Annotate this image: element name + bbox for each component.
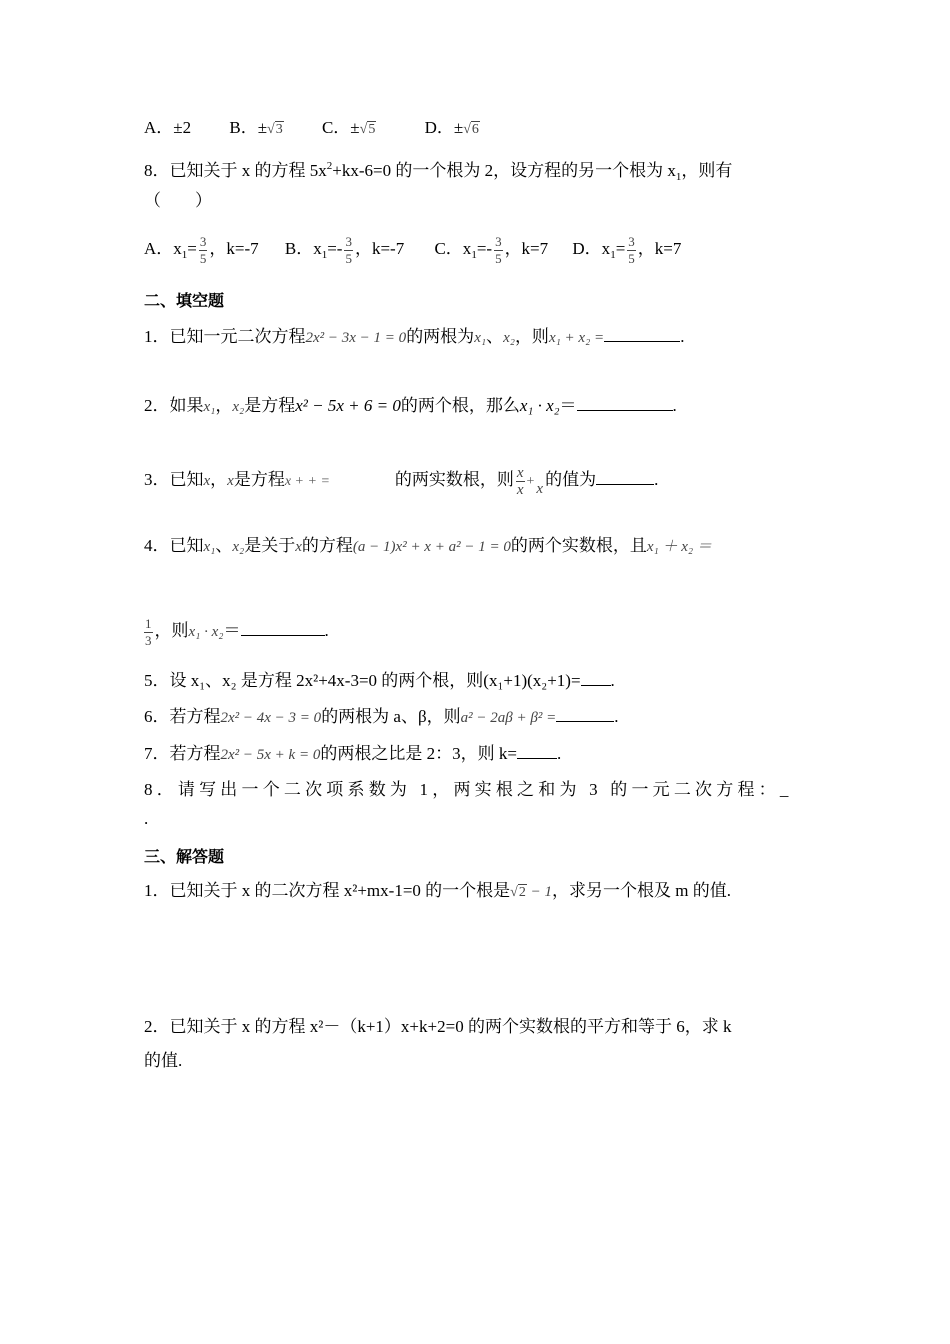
fill-question-5: 5．设 x₁、x₂ 是方程 2x²+4x-3=0 的两个根，则(x₁+1)(x₂+1)= . [144,671,615,690]
q8-option-b: B．$x_1=-$ $\frac{3}{5}$ ，k=-7 [284,233,405,266]
solve-question-2: 2．已知关于 x 的方程 x²－（k+1）x+k+2=0 的两个实数根的平方和等于 6，求 k [144,1017,732,1036]
fill-question-4: 4．已知x₁、x₂是关于x的方程(a − 1)x² + x + a² − 1 = 0的两个实数根，且x₁ ＋ x₂ ＝ [144,536,712,555]
prev-question-options [144,117,480,141]
q8-option-a: A．$x_1=$ $\frac{3}{5}$ ，k=-7 [144,233,259,266]
option-d: D．±√6 [424,118,479,137]
answer-blank[interactable] [581,685,611,686]
fill-question-6: 6．若方程2x² − 4x − 3 = 0的两根为 a、β，则a² − 2aβ + β² = . [144,707,619,726]
sqrt-symbol: √3 [267,122,283,137]
section-title-fill-in: 二、填空题 [144,291,225,310]
answer-blank[interactable] [556,721,614,722]
fill-question-1: 1．已知一元二次方程2x² − 3x − 1 = 0的两根为x₁、x₂，则x₁ + x₂ = . [144,327,685,346]
fill-question-8: 8．请写出一个二次项系数为 1，两实根之和为 3 的一元二次方程：_ [144,780,789,799]
option-a: A．±2 [144,118,192,137]
option-b: B．±√3 [229,118,283,137]
fill-question-7: 7．若方程2x² − 5x + k = 0的两根之比是 2：3，则 k= . [144,744,562,763]
q8-option-d: D．$x_1=$ $\frac{3}{5}$ ，k=7 [572,233,682,266]
solve-question-2-cont: 的值. [144,1051,183,1070]
fill-question-8-end: . [144,809,149,828]
answer-blank[interactable]: _ [779,780,789,799]
sqrt-symbol: √2 [510,885,526,900]
fraction: $\frac{x}{x}$ [516,464,524,498]
answer-blank[interactable] [517,758,557,759]
fill-question-2: 2．如果x₁，x₂是方程x² − 5x + 6 = 0的两个根，那么x₁ · x₂＝ . [144,396,677,415]
fill-question-3: 3．已知x，x是方程x + + = 的两实数根，则 $\frac{x}{x}$ + x 的值为 . [144,464,659,498]
question-8-paren: （ ） [144,191,212,210]
answer-blank[interactable] [604,341,680,342]
answer-blank[interactable] [596,484,654,485]
answer-blank[interactable] [241,635,325,636]
fraction: $\frac{3}{5}$ [199,233,207,266]
section-title-solutions: 三、解答题 [144,847,225,866]
q8-option-c: C．$x_1=-$ $\frac{3}{5}$ ，k=7 [434,233,549,266]
question-8-stem: 8．已知关于 x 的方程 $5x^2+kx-6=0$ 的一个根为 2，设方程的另一个根为 $x_1$，则有 [144,160,733,183]
answer-blank[interactable] [577,410,673,411]
option-c: C．±√5 [321,118,376,137]
question-8-options [144,232,681,272]
fill-question-4-cont: $\frac{1}{3}$ ，则x₁ · x₂＝ . [145,615,329,648]
solve-question-1: 1．已知关于 x 的二次方程 x²+mx-1=0 的一个根是√2 − 1，求另一个根及 m 的值. [144,880,731,904]
fraction: $\frac{1}{3}$ [145,615,152,648]
